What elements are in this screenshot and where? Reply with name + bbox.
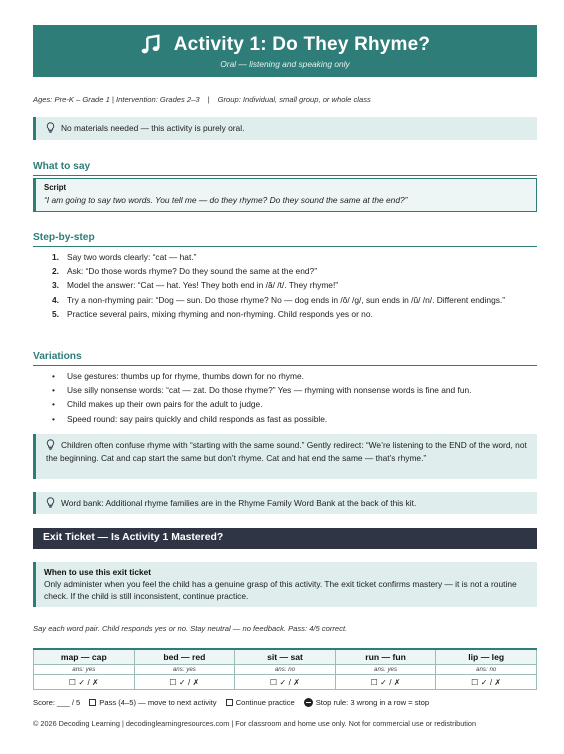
music-note-icon (140, 34, 162, 56)
variations-list (52, 371, 532, 428)
mark-checkbox[interactable]: ☐ ✓ / ✗ (335, 674, 436, 689)
exit-ticket-when-box (33, 562, 537, 607)
stop-rule-text: Stop rule: 3 wrong in a row = stop (315, 698, 430, 707)
word-bank-tip (33, 492, 537, 514)
mark-checkbox[interactable]: ☐ ✓ / ✗ (235, 674, 336, 689)
script-label: Script (44, 183, 67, 192)
table-row (34, 649, 537, 664)
list-item: • Use gestures: thumbs up for rhyme, thumbs down for no rhyme. (52, 371, 304, 381)
list-item: 1. Say two words clearly: “cat — hat.” (52, 252, 197, 262)
table-row (34, 664, 537, 674)
group-text: Group: Individual, small group, or whole class (217, 95, 371, 104)
ages-text: Ages: Pre-K – Grade 1 | Intervention: Grades 2–3 (33, 95, 200, 104)
what-to-say-heading: What to say (33, 161, 537, 176)
list-item: • Speed round: say pairs quickly and child responds as fast as possible. (52, 413, 328, 424)
meta-line: Ages: Pre-K – Grade 1 | Intervention: Grades 2–3 | Group: Individual, small group, or whole class (33, 95, 371, 104)
variations-heading: Variations (33, 351, 537, 366)
word-pair-cell: bed — red (134, 649, 235, 664)
answer-cell: ans: yes (134, 664, 235, 674)
footer-text: © 2026 Decoding Learning | decodinglearningresources.com | For classroom and home use only. Not for commercial use or redistribution (33, 719, 477, 728)
list-item: • Child makes up their own pairs for the adult to judge. (52, 399, 263, 410)
continue-label: Continue practice (235, 698, 295, 707)
word-pair-cell: lip — leg (436, 649, 537, 664)
activity-header (33, 25, 537, 77)
confusion-tip-text: Children often confuse rhyme with “starting with the same sound.” Gently redirect: “We’re listening to the END of the word, not the beginning. Cat and cap start the same but don’t rhyme. Cat and hat end the same — that’s rhyme.” (46, 440, 527, 463)
score-label: Score: ___ / 5 (33, 698, 81, 707)
steps-list (52, 252, 532, 323)
answer-cell: ans: yes (34, 664, 135, 674)
word-pair-cell: map — cap (34, 649, 135, 664)
continue-checkbox[interactable] (226, 699, 233, 706)
exit-ticket-instructions: Say each word pair. Child responds yes or no. Stay neutral — no feedback. Pass: 4/5 correct. (33, 624, 348, 633)
lightbulb-icon (46, 439, 55, 450)
lightbulb-icon (46, 497, 55, 508)
mark-checkbox[interactable]: ☐ ✓ / ✗ (34, 674, 135, 689)
materials-tip (33, 117, 537, 140)
answer-cell: ans: yes (335, 664, 436, 674)
list-item: 4. Try a non-rhyming pair: “Dog — sun. Do those rhyme? No — dog ends in /ŏ/ /g/, sun ends in /ŭ/ /n/. Different endings.” (52, 294, 506, 305)
word-pair-cell: run — fun (335, 649, 436, 664)
exit-ticket-heading: Exit Ticket — Is Activity 1 Mastered? (33, 528, 537, 549)
list-item: 5. Practice several pairs, mixing rhyming and non-rhyming. Child responds yes or no. (52, 308, 373, 319)
score-line (33, 698, 429, 707)
page-subtitle: Oral — listening and speaking only (220, 59, 350, 69)
answer-cell: ans: no (235, 664, 336, 674)
list-item: • Use silly nonsense words: “cat — zat. Do those rhyme?” Yes — rhyming with nonsense words is fine and fun. (52, 385, 472, 396)
word-bank-tip-text: Word bank: Additional rhyme families are in the Rhyme Family Word Bank at the back of this kit. (61, 498, 417, 508)
answer-cell: ans: no (436, 664, 537, 674)
when-text: Only administer when you feel the child has a genuine grasp of this activity. The exit ticket confirms mastery — it is not a routine check. If the child is still inconsistent, continue practice. (44, 579, 517, 601)
script-box (33, 178, 537, 212)
mark-checkbox[interactable]: ☐ ✓ / ✗ (134, 674, 235, 689)
when-label: When to use this exit ticket (44, 567, 151, 577)
script-text: “I am going to say two words. You tell me — do they rhyme? Do they sound the same at the end?” (44, 195, 408, 205)
table-row (34, 674, 537, 689)
list-item: 3. Model the answer: “Cat — hat. Yes! They both end in /ă/ /t/. They rhyme!” (52, 280, 339, 291)
list-item: 2. Ask: “Do those words rhyme? Do they sound the same at the end?” (52, 266, 317, 277)
confusion-tip (33, 434, 537, 479)
step-by-step-heading: Step-by-step (33, 232, 537, 247)
mark-checkbox[interactable]: ☐ ✓ / ✗ (436, 674, 537, 689)
pass-label: Pass (4–5) — move to next activity (99, 698, 217, 707)
exit-ticket-table (33, 648, 537, 690)
pass-checkbox[interactable] (89, 699, 96, 706)
word-pair-cell: sit — sat (235, 649, 336, 664)
stop-icon (304, 698, 313, 707)
materials-tip-text: No materials needed — this activity is purely oral. (61, 123, 245, 133)
lightbulb-icon (46, 122, 55, 133)
page-title: Activity 1: Do They Rhyme? (173, 34, 431, 55)
